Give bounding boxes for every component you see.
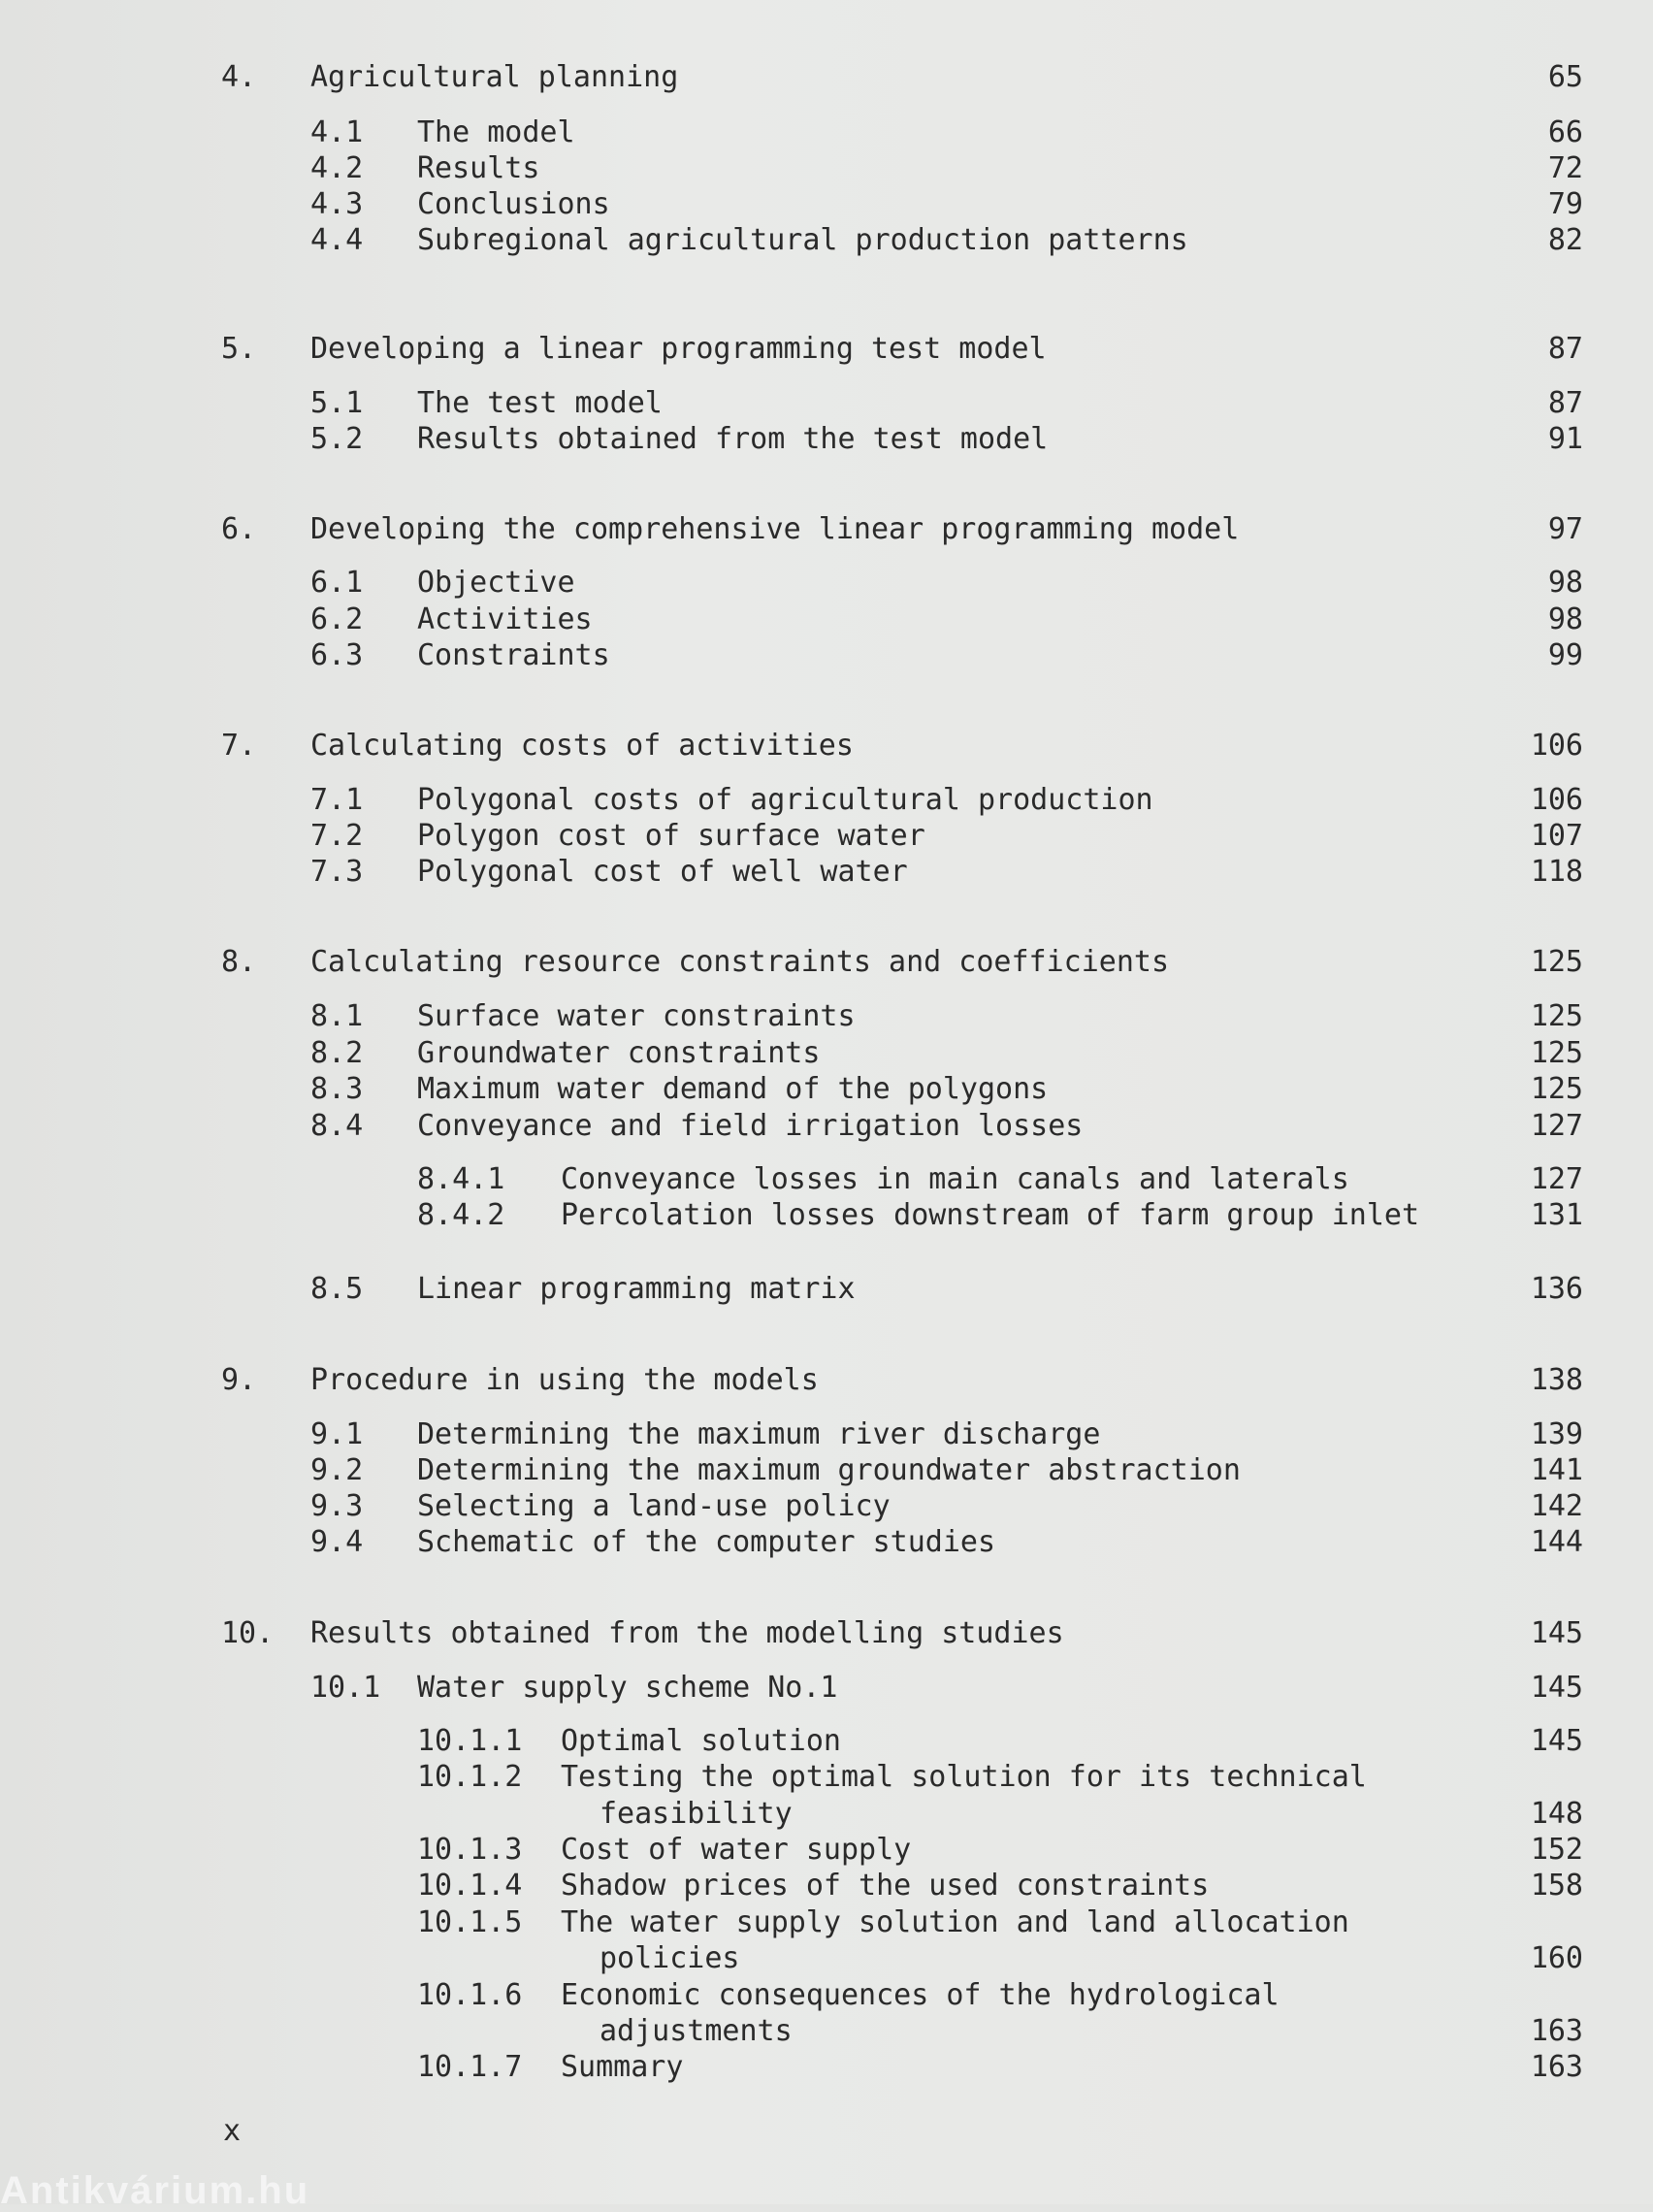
toc-title: Procedure in using the models [310,1363,819,1397]
toc-title: Cost of water supply [561,1833,912,1867]
toc-entry [0,185,1653,224]
toc-entry [0,510,1653,549]
toc-number: 10.1.2 [417,1760,523,1794]
toc-entry [0,1487,1653,1526]
toc-page: 163 [1530,2050,1583,2084]
toc-page: 97 [1547,512,1583,546]
toc-page: 72 [1547,151,1583,185]
toc-number: 4.1 [310,115,364,149]
toc-entry [0,1070,1653,1109]
toc-number: 8.1 [310,999,364,1033]
toc-page: 125 [1530,1072,1583,1106]
toc-entry [0,1160,1653,1199]
toc-number: 10.1.5 [417,1905,523,1939]
toc-number: 10.1.4 [417,1869,523,1903]
toc-title: Water supply scheme No.1 [417,1671,838,1705]
toc-entry [0,1270,1653,1309]
toc-entry [0,601,1653,639]
toc-number: 7.1 [310,783,364,817]
toc-entry [0,114,1653,152]
toc-number: 10.1.7 [417,2050,523,2084]
page-folio: x [223,2114,242,2148]
toc-page: 141 [1530,1453,1583,1487]
toc-number: 9.2 [310,1453,364,1487]
toc-entry [0,1758,1653,1797]
toc-title: Results [417,151,540,185]
toc-title: Polygon cost of surface water [417,819,925,853]
toc-title: The test model [417,386,663,420]
toc-number: 10.1 [310,1671,381,1705]
toc-title: Developing the comprehensive linear programming model [310,512,1240,546]
toc-entry [0,2048,1653,2087]
toc-entry [0,997,1653,1036]
toc-number: 8.3 [310,1072,364,1106]
toc-title: Determining the maximum groundwater abstraction [417,1453,1241,1487]
toc-number: 9.3 [310,1489,364,1523]
toc-number: 9. [221,1363,257,1397]
toc-entry [0,564,1653,602]
toc-number: 6.3 [310,638,364,672]
toc-title: Conveyance and field irrigation losses [417,1109,1084,1143]
toc-entry [0,420,1653,459]
toc-number: 8.5 [310,1272,364,1306]
toc-title: feasibility [600,1797,793,1831]
toc-entry [0,1903,1653,1942]
toc-page: 125 [1530,1036,1583,1070]
toc-entry [0,727,1653,765]
toc-number: 8.4 [310,1109,364,1143]
toc-page: 125 [1530,999,1583,1033]
toc-title: Conveyance losses in main canals and laterals [561,1162,1349,1196]
toc-entry [0,384,1653,423]
toc-entry [0,1196,1653,1235]
toc-number: 7.2 [310,819,364,853]
toc-title: Linear programming matrix [417,1272,856,1306]
toc-number: 5. [221,332,257,366]
toc-page: 127 [1530,1109,1583,1143]
toc-entry [0,1939,1653,1978]
toc-title: Determining the maximum river discharge [417,1417,1101,1451]
toc-entry [0,1867,1653,1905]
toc-entry [0,1415,1653,1454]
toc-page: 145 [1530,1616,1583,1650]
toc-title: Surface water constraints [417,999,856,1033]
toc-number: 9.1 [310,1417,364,1451]
toc-entry [0,1669,1653,1708]
toc-number: 10.1.3 [417,1833,523,1867]
toc-page: 98 [1547,602,1583,636]
toc-number: 6.1 [310,566,364,600]
toc-page: 152 [1530,1833,1583,1867]
toc-title: Results obtained from the modelling studies [310,1616,1064,1650]
toc-entry [0,1614,1653,1653]
toc-entry [0,817,1653,856]
toc-page: 79 [1547,187,1583,221]
toc-page: 125 [1530,945,1583,979]
toc-page: 66 [1547,115,1583,149]
toc-number: 4. [221,60,257,94]
toc-entry [0,1722,1653,1761]
toc-page: 142 [1530,1489,1583,1523]
toc-page: 139 [1530,1417,1583,1451]
toc-page: 106 [1530,729,1583,763]
toc-entry [0,1523,1653,1562]
toc-title: Schematic of the computer studies [417,1525,996,1559]
toc-number: 9.4 [310,1525,364,1559]
toc-page: 131 [1530,1198,1583,1232]
toc-entry [0,1361,1653,1400]
toc-number: 8.4.2 [417,1198,505,1232]
toc-page: 118 [1530,855,1583,889]
toc-title: Economic consequences of the hydrological [561,1978,1280,2012]
toc-page: 107 [1530,819,1583,853]
toc-title: Constraints [417,638,610,672]
toc-page: 136 [1530,1272,1583,1306]
toc-entry [0,149,1653,188]
toc-title: Conclusions [417,187,610,221]
toc-title: policies [600,1941,740,1975]
toc-page: 99 [1547,638,1583,672]
toc-number: 4.3 [310,187,364,221]
toc-title: adjustments [600,2014,793,2048]
toc-entry [0,1831,1653,1870]
toc-entry [0,1795,1653,1834]
toc-title: Shadow prices of the used constraints [561,1869,1210,1903]
toc-number: 10.1.1 [417,1724,523,1758]
toc-number: 7. [221,729,257,763]
toc-title: Groundwater constraints [417,1036,821,1070]
toc-entry [0,1034,1653,1073]
toc-entry [0,1976,1653,2015]
toc-entry [0,330,1653,369]
toc-title: Objective [417,566,575,600]
toc-title: Polygonal costs of agricultural production [417,783,1153,817]
toc-page: 145 [1530,1724,1583,1758]
toc-page: 91 [1547,422,1583,456]
toc-title: Agricultural planning [310,60,679,94]
toc-entry [0,2012,1653,2051]
toc-page: 138 [1530,1363,1583,1397]
toc-page: 98 [1547,566,1583,600]
toc-title: Percolation losses downstream of farm group inlet [561,1198,1420,1232]
toc-page: 82 [1547,223,1583,257]
toc-page: 65 [1547,60,1583,94]
toc-page: 106 [1530,783,1583,817]
toc-number: 8. [221,945,257,979]
toc-number: 7.3 [310,855,364,889]
toc-title: Calculating costs of activities [310,729,854,763]
toc-page: 87 [1547,332,1583,366]
toc-number: 8.2 [310,1036,364,1070]
toc-entry [0,781,1653,820]
toc-title: Activities [417,602,593,636]
toc-title: Polygonal cost of well water [417,855,908,889]
toc-number: 10. [221,1616,275,1650]
toc-page: 158 [1530,1869,1583,1903]
toc-entry [0,221,1653,260]
toc-page: 163 [1530,2014,1583,2048]
toc-number: 6.2 [310,602,364,636]
toc-title: Selecting a land-use policy [417,1489,891,1523]
toc-entry [0,636,1653,675]
toc-title: Developing a linear programming test model [310,332,1047,366]
toc-page: 87 [1547,386,1583,420]
toc-page: 148 [1530,1797,1583,1831]
toc-entry [0,1107,1653,1146]
toc-title: Subregional agricultural production patterns [417,223,1188,257]
toc-page: 144 [1530,1525,1583,1559]
toc-title: The water supply solution and land allocation [561,1905,1349,1939]
toc-number: 5.2 [310,422,364,456]
toc-number: 4.2 [310,151,364,185]
toc-entry [0,58,1653,97]
toc-title: Testing the optimal solution for its technical [561,1760,1367,1794]
toc-title: Summary [561,2050,684,2084]
toc-number: 6. [221,512,257,546]
toc-number: 5.1 [310,386,364,420]
toc-title: Optimal solution [561,1724,841,1758]
toc-entry [0,943,1653,982]
toc-number: 10.1.6 [417,1978,523,2012]
toc-title: The model [417,115,575,149]
toc-entry [0,853,1653,892]
toc-title: Results obtained from the test model [417,422,1049,456]
toc-page: 127 [1530,1162,1583,1196]
watermark: Antikvárium.hu [0,2169,310,2212]
toc-entry [0,1451,1653,1490]
toc-title: Maximum water demand of the polygons [417,1072,1049,1106]
toc-title: Calculating resource constraints and coefficients [310,945,1170,979]
toc-number: 4.4 [310,223,364,257]
toc-page: 145 [1530,1671,1583,1705]
toc-number: 8.4.1 [417,1162,505,1196]
toc-page: 160 [1530,1941,1583,1975]
